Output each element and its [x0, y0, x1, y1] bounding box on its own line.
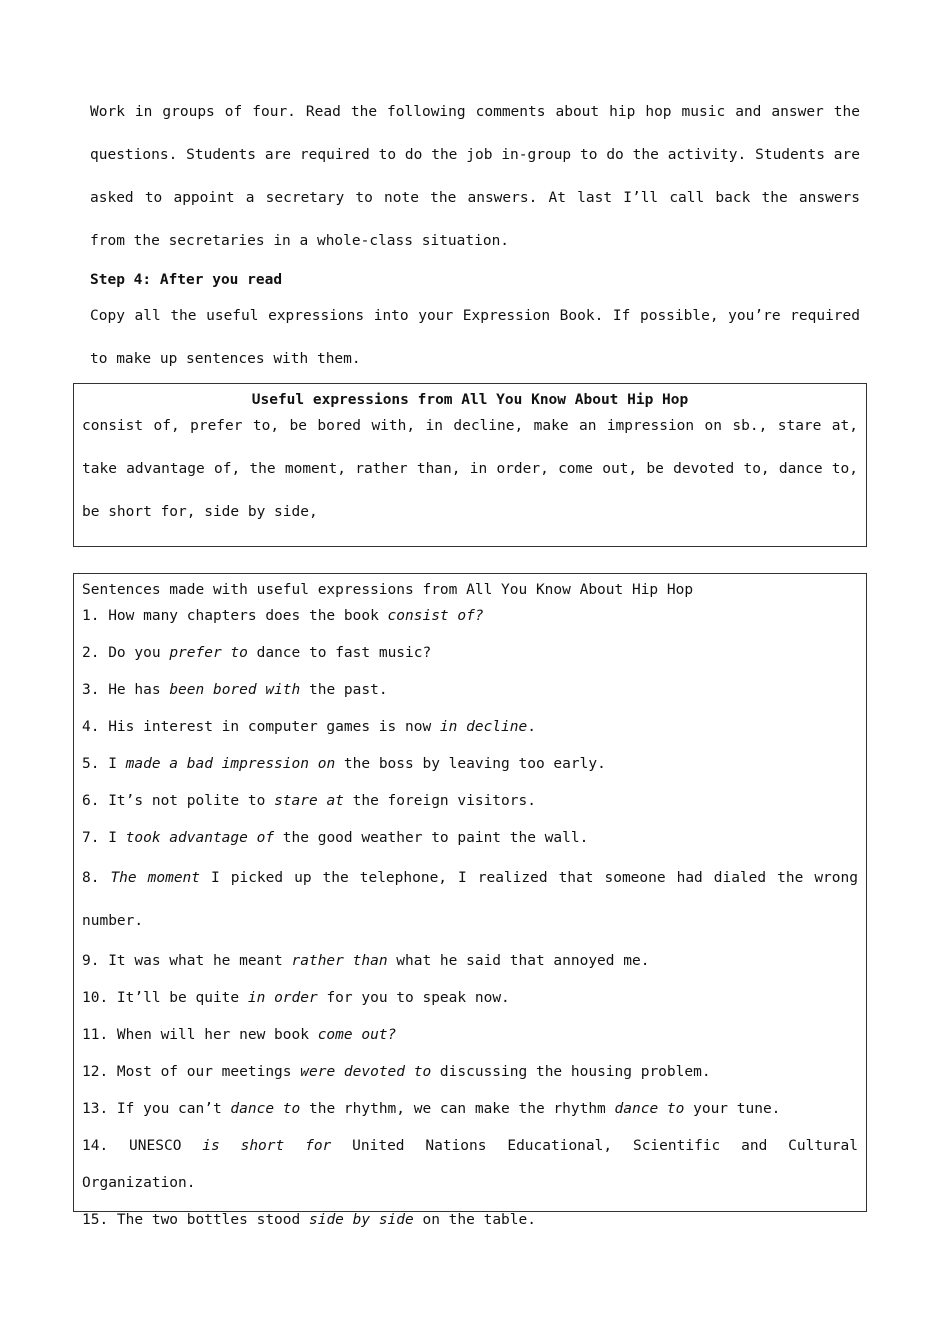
sentence-text: the good weather to paint the wall.: [274, 830, 589, 846]
useful-expressions-box: [73, 383, 867, 547]
sentence-item: [82, 943, 858, 980]
sentence-text: your tune.: [684, 1101, 781, 1117]
sentence-expression: prefer to: [169, 645, 248, 661]
sentence-text: 15. The two bottles stood: [82, 1212, 309, 1228]
sentence-text: .: [527, 719, 536, 735]
sentence-text: the foreign visitors.: [343, 793, 536, 809]
sentence-text: 12. Most of our meetings: [82, 1064, 301, 1080]
sentence-text: 5. I: [82, 756, 126, 772]
step4-heading: Step 4: After you read: [90, 272, 283, 288]
sentence-text: dance to fast music?: [247, 645, 432, 661]
sentence-item: [82, 1128, 858, 1202]
sentence-item: [82, 1017, 858, 1054]
sentence-text: for you to speak now.: [317, 990, 510, 1006]
sentence-expression: in order: [247, 990, 318, 1006]
sentence-text: the past.: [300, 682, 388, 698]
sentence-expression: consist of?: [387, 608, 484, 624]
sentence-text: discussing the housing problem.: [431, 1064, 711, 1080]
sentences-heading: Sentences made with useful expressions from All You Know About Hip Hop: [82, 582, 694, 598]
sentence-text: the boss by leaving too early.: [335, 756, 606, 772]
sentence-text: the rhythm, we can make the rhythm: [300, 1101, 615, 1117]
sentence-expression: were devoted to: [300, 1064, 432, 1080]
sentence-item: [82, 820, 858, 857]
sentence-item: [82, 1202, 858, 1239]
sentence-expression: come out?: [317, 1027, 397, 1043]
sentence-text: 1. How many chapters does the book: [82, 608, 388, 624]
sentence-text: I picked up the telephone, I realized that someone had dialed the wrong number.: [82, 870, 858, 929]
sentence-expression: dance to: [614, 1101, 685, 1117]
sentence-text: 9. It was what he meant: [82, 953, 292, 969]
sentence-expression: been bored with: [169, 682, 301, 698]
sentence-text: 13. If you can’t: [82, 1101, 231, 1117]
sentence-item: [82, 672, 858, 709]
sentence-expression: rather than: [291, 953, 388, 969]
sentence-text: 4. His interest in computer games is now: [82, 719, 440, 735]
sentence-item: [82, 980, 858, 1017]
sentence-text: 10. It’ll be quite: [82, 990, 248, 1006]
sentence-expression: side by side: [308, 1212, 414, 1228]
sentence-text: on the table.: [413, 1212, 536, 1228]
useful-expressions-title: Useful expressions from All You Know About Hip Hop: [251, 392, 689, 408]
sentence-item: [82, 598, 858, 635]
useful-expressions-list: consist of, prefer to, be bored with, in decline, make an impression on sb., stare at, take advantage of, the moment, rather than, in order, come out, be devoted to, dance to, be short for, side by side,: [82, 418, 858, 520]
sentence-text: 3. He has: [82, 682, 170, 698]
sentence-item: [82, 746, 858, 783]
sentence-item: [82, 1091, 858, 1128]
sentence-expression: took advantage of: [125, 830, 275, 846]
sentence-text: 2. Do you: [82, 645, 170, 661]
sentence-text: United Nations Educational, Scientific and Cultural Organization.: [82, 1138, 858, 1191]
step4-paragraph: Copy all the useful expressions into your Expression Book. If possible, you’re required to make up sentences with them.: [90, 308, 860, 367]
sentence-expression: stare at: [274, 793, 344, 809]
sentence-expression: in decline: [439, 719, 528, 735]
sentence-item: [82, 783, 858, 820]
sentence-text: what he said that annoyed me.: [387, 953, 650, 969]
sentence-item: [82, 635, 858, 672]
sentence-expression: The moment: [110, 870, 201, 886]
sentences-box: [73, 573, 867, 1228]
sentence-expression: is short for: [202, 1138, 332, 1154]
sentence-expression: made a bad impression on: [125, 756, 336, 772]
sentence-item: [82, 709, 858, 746]
intro-paragraph: Work in groups of four. Read the following comments about hip hop music and answer the questions. Students are required to do the job in-group to do the activity. Students are asked to appoint a secretary to note the answers. At last I’ll call back the answers from the secretaries in a whole-class situation.: [90, 104, 860, 249]
sentence-list: [74, 598, 866, 1239]
sentence-text: 7. I: [82, 830, 126, 846]
sentence-text: 11. When will her new book: [82, 1027, 318, 1043]
sentence-text: 8.: [82, 870, 111, 886]
sentence-text: 6. It’s not polite to: [82, 793, 275, 809]
sentence-item: [82, 1054, 858, 1091]
sentence-expression: dance to: [230, 1101, 301, 1117]
sentence-text: 14. UNESCO: [82, 1138, 203, 1154]
sentence-item: [82, 857, 858, 943]
